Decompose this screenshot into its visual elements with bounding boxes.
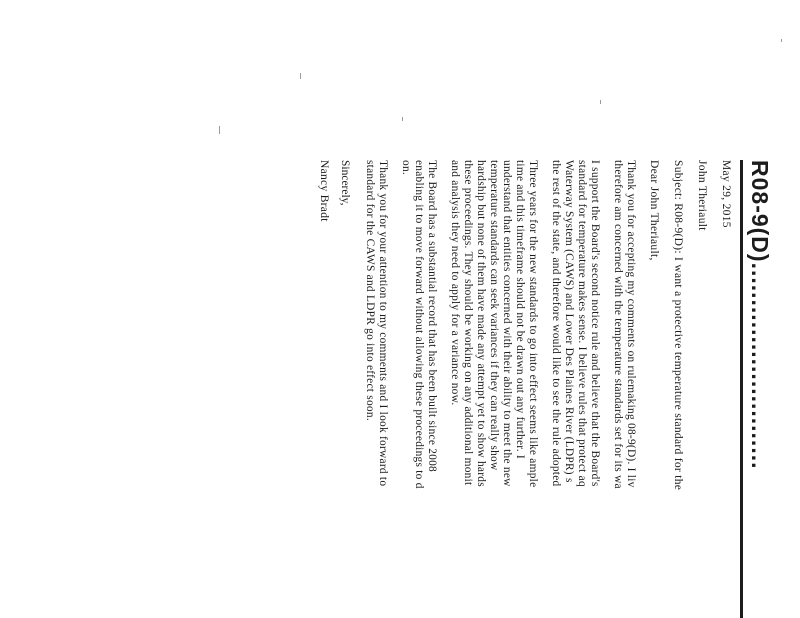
paragraph-5 [363,160,389,618]
scan-speck [781,39,782,42]
text-line: Three years for the new standards to go into effect seems like ample [527,160,539,488]
text-line: these proceedings. They should be working on any additional monit [462,160,474,486]
scan-speck [219,126,220,134]
letter-subject: Subject: R08-9(D): I want a protective temperature standard for the [672,160,684,491]
letter-signature: Nancy Bradt [318,160,330,222]
text-line: enabling it to move forward without allowing these proceedings to d [413,160,425,489]
text-line: hardship but none of them have made any attempt yet to show hards [475,160,487,487]
text-line: standard for the CAWS and LDPR go into effect soon. [364,160,376,421]
text-line: Thank you for your attention to my comments and I look forward to [377,160,389,487]
text-line: the rest of the state, and therefore would like to see the rule adopted [550,160,562,487]
text-line: standard for temperature makes sense. I believe rules that protect aq [576,160,588,487]
text-line: on. [400,160,412,175]
paragraph-4 [399,160,438,618]
paragraph-2 [549,160,601,618]
paragraph-1 [611,160,637,618]
heading-rule [740,160,743,618]
paragraph-3 [448,160,539,618]
text-line: temperature standards can seek variances if they can really show [488,160,500,471]
letter-salutation: Dear John Theriault, [648,160,660,261]
text-line: understand that entities concerned with their ability to meet the new [501,160,513,487]
letter-closing: Sincerely, [339,160,351,206]
text-line: The Board has a substantial record that has been built since 2008 [426,160,438,473]
scan-speck [402,117,403,121]
document-heading: R08-9(D)............................ [747,160,773,470]
text-line: Thank you for accepting my comments on rulemaking 08-9(D). I liv [625,160,637,488]
rotated-letter [317,160,774,618]
text-line: therefore am concerned with the temperature standards set for its wa [612,160,624,489]
scan-speck [300,73,301,79]
text-line: time and this timeframe should not be drawn out any further. I [514,160,526,459]
letter-date: May 29, 2015 [720,160,732,228]
text-line: I support the Board's second notice rule and believe that the Board's [589,160,601,487]
scan-speck [600,100,601,104]
text-line: Waterway System (CAWS) and Lower Des Plaines River (LDPR) s [563,160,575,483]
letter-recipient: John Theriault [696,160,708,231]
text-line: and analysis they need to apply for a variance now. [449,160,461,406]
